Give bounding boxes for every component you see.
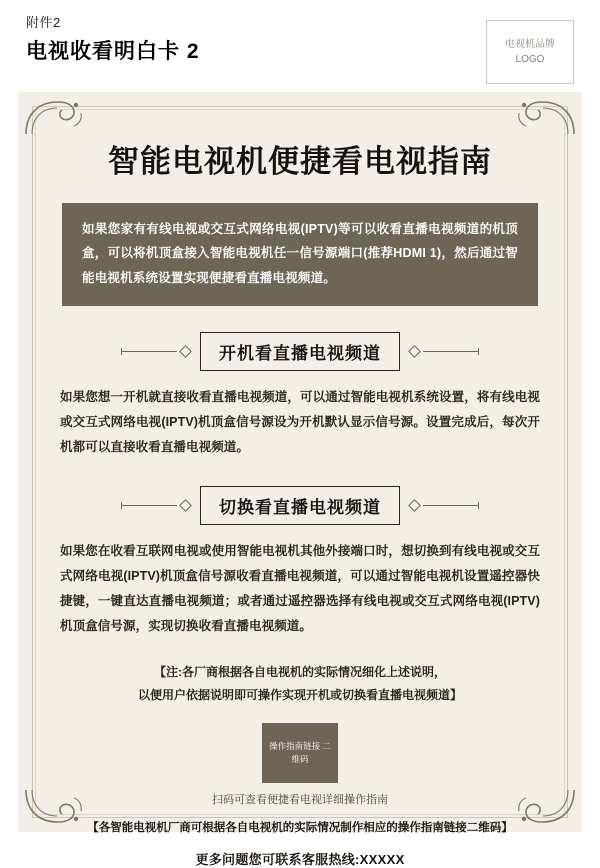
qr-code-placeholder[interactable]	[262, 723, 338, 783]
heading-diamond-left-icon	[179, 345, 192, 358]
heading-diamond-right-2-icon	[408, 499, 421, 512]
heading-rule-right	[423, 351, 479, 352]
brand-logo-placeholder	[486, 20, 574, 84]
qr-section	[48, 723, 552, 807]
section-body-2: 如果您在收看互联网电视或使用智能电视机其他外接端口时，想切换到有线电视或交互式网络电视(IPTV)机顶盒信号源收看直播电视频道，可以通过智能电视机设置遥控器快捷键，一键直达直播电视频道；或者通过遥控器选择有线电视或交互式网络电视(IPTV)机顶盒信号源，实现切换收看直播电视频道。	[60, 544, 540, 634]
section-heading-2	[48, 486, 552, 525]
heading-rule-left	[121, 351, 177, 352]
manufacturer-note-line-2: 以便用户依据说明即可操作实现开机或切换看直播电视频道】	[137, 687, 462, 702]
heading-diamond-right-icon	[408, 345, 421, 358]
qr-caption: 扫码可查看便捷看电视详细操作指南	[212, 793, 388, 806]
logo-line-1: 电视机品牌	[505, 39, 555, 50]
guide-main-title: 智能电视机便捷看电视指南	[108, 144, 492, 179]
page-title: 电视收看明白卡 2	[26, 40, 200, 64]
service-hotline: 更多问题您可联系客服热线:XXXXX	[195, 851, 405, 867]
heading-rule-right-2	[423, 505, 479, 506]
qr-code-label: 操作指南链接 二维码	[269, 741, 331, 764]
section-body-1: 如果您想一开机就直接收看直播电视频道，可以通过智能电视机系统设置，将有线电视或交互式网络电视(IPTV)机顶盒信号源设为开机默认显示信号源。设置完成后，每次开机都可以直接收看直播电视频道。	[60, 390, 540, 455]
card-content	[48, 114, 552, 867]
attachment-label: 附件2	[26, 15, 61, 30]
section-title-1: 开机看直播电视频道	[200, 332, 400, 371]
intro-paragraph: 如果您家有有线电视或交互式网络电视(IPTV)等可以收看直播电视频道的机顶盒，可以将机顶盒接入智能电视机任一信号源端口(推荐HDMI 1)，然后通过智能电视机系统设置实现便捷看直播电视频道。	[62, 203, 538, 306]
manufacturer-note-line-1: 【注:各厂商根据各自电视机的实际情况细化上述说明，	[154, 665, 446, 680]
section-title-2: 切换看直播电视频道	[200, 486, 400, 525]
logo-line-2: LOGO	[515, 54, 545, 65]
guide-card	[18, 92, 582, 867]
qr-bracket-note: 【各智能电视机厂商可根据各自电视机的实际情况制作相应的操作指南链接二维码】	[87, 821, 513, 834]
section-heading-1	[48, 332, 552, 371]
manufacturer-note	[72, 661, 528, 707]
document-header	[26, 14, 574, 65]
heading-diamond-left-2-icon	[179, 499, 192, 512]
heading-rule-left-2	[121, 505, 177, 506]
